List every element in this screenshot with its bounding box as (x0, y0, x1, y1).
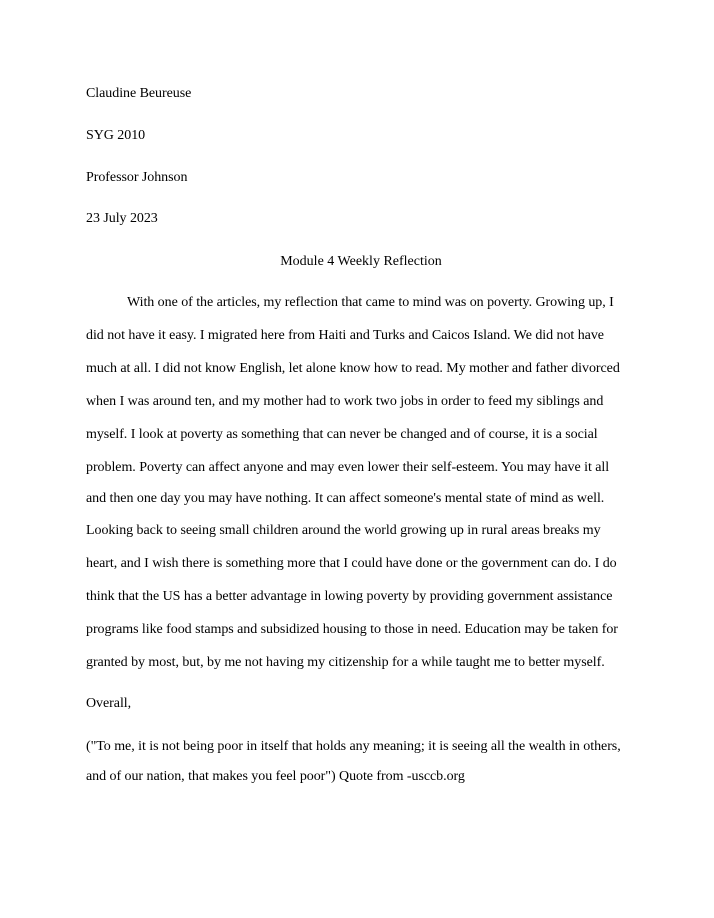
paragraph-line: heart, and I wish there is something more that I could have done or the government can do. I do (86, 556, 617, 571)
paragraph-line: problem. Poverty can affect anyone and may even lower their self-esteem. You may have it all (86, 460, 610, 475)
quote-line: and of our nation, that makes you feel poor") Quote from -usccb.org (86, 769, 465, 784)
document-date: 23 July 2023 (86, 211, 158, 226)
professor-name: Professor Johnson (86, 170, 188, 185)
paragraph-line: much at all. I did not know English, let alone know how to read. My mother and father divorced (86, 361, 620, 376)
paragraph-line: With one of the articles, my reflection that came to mind was on poverty. Growing up, I (127, 295, 614, 310)
paragraph-line: Looking back to seeing small children around the world growing up in rural areas breaks my (86, 523, 601, 538)
course-code: SYG 2010 (86, 128, 146, 143)
quote-line: ("To me, it is not being poor in itself that holds any meaning; it is seeing all the wealth in others, (86, 739, 621, 754)
paragraph-line: think that the US has a better advantage in lowing poverty by providing government assistance (86, 589, 613, 604)
paragraph-line: did not have it easy. I migrated here from Haiti and Turks and Caicos Island. We did not have (86, 328, 604, 343)
overall-heading: Overall, (86, 696, 132, 711)
document-title: Module 4 Weekly Reflection (280, 254, 442, 269)
paragraph-line: when I was around ten, and my mother had to work two jobs in order to feed my siblings and (86, 394, 604, 409)
paragraph-line: myself. I look at poverty as something that can never be changed and of course, it is a social (86, 427, 598, 442)
paragraph-line: and then one day you may have nothing. It can affect someone's mental state of mind as well. (86, 491, 605, 506)
paragraph-line: programs like food stamps and subsidized housing to those in need. Education may be taken for (86, 622, 618, 637)
paragraph-line: granted by most, but, by me not having my citizenship for a while taught me to better myself. (86, 655, 605, 670)
author-name: Claudine Beureuse (86, 86, 192, 101)
